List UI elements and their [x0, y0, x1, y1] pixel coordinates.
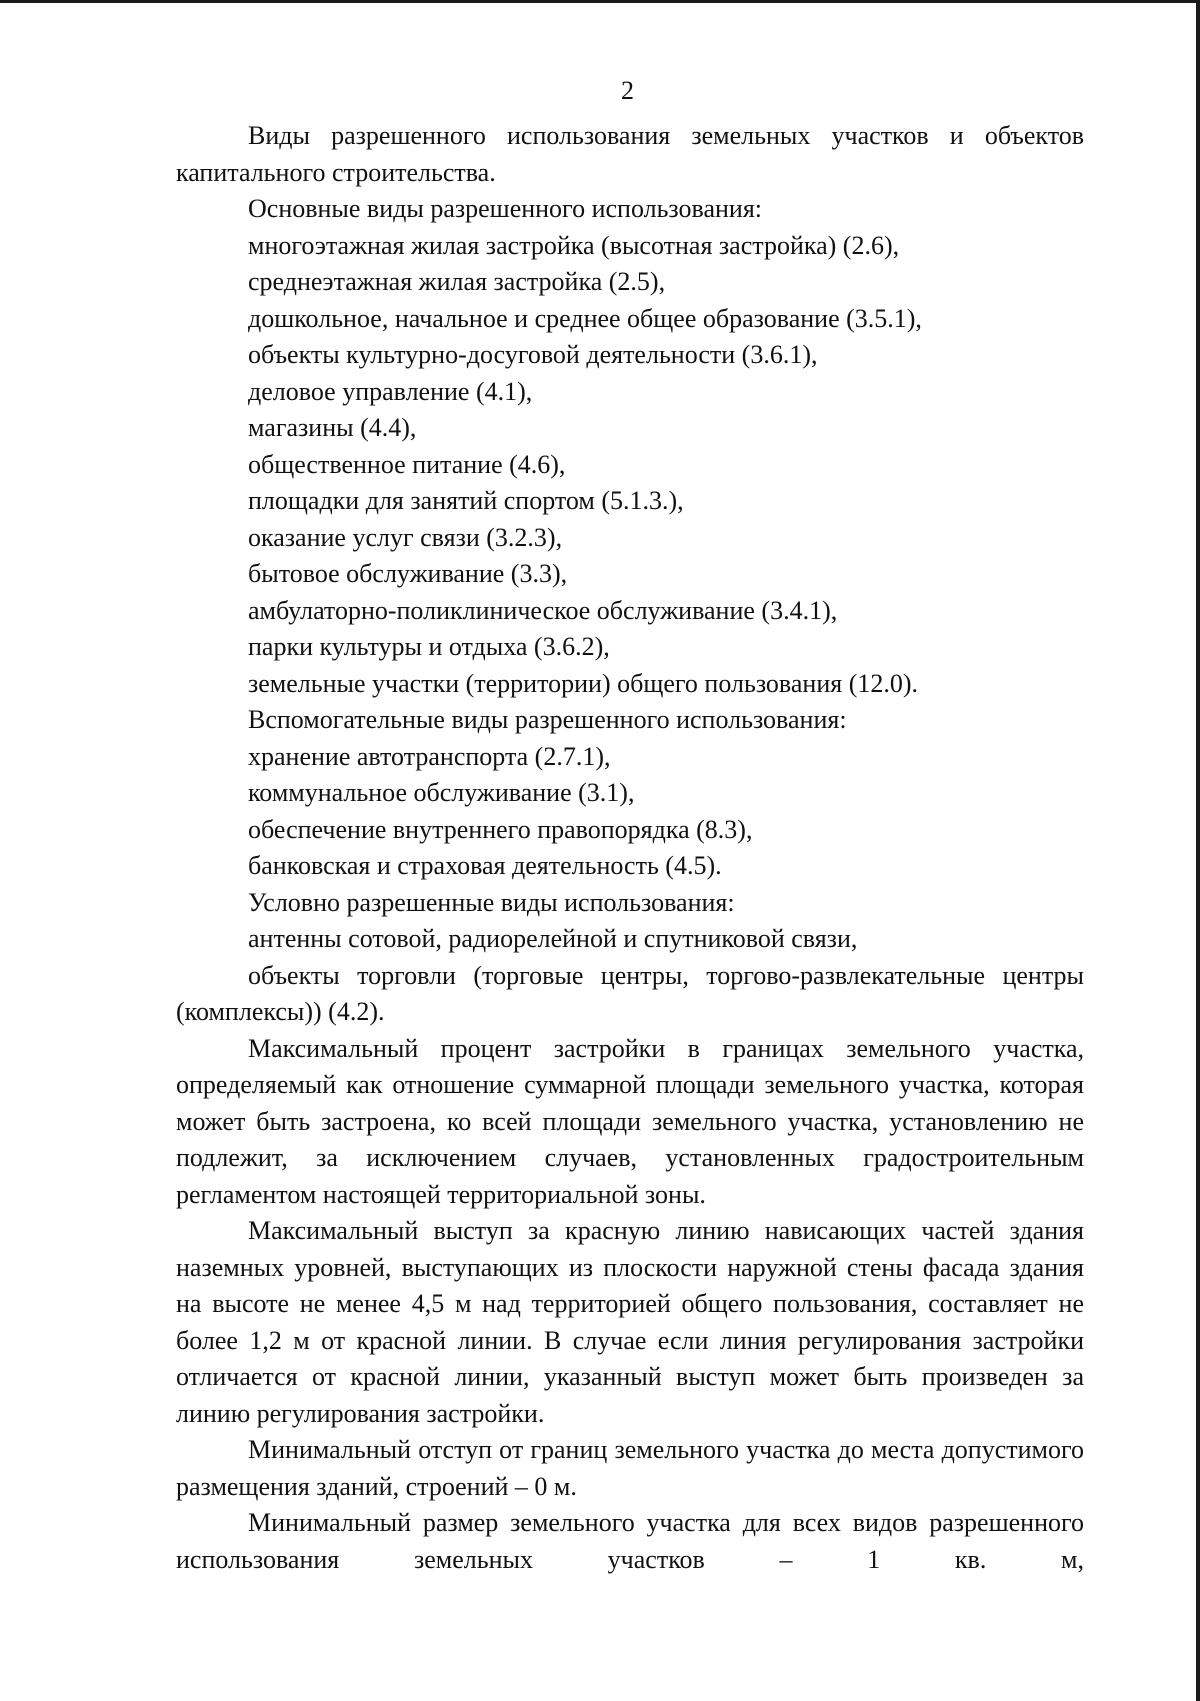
list-item: многоэтажная жилая застройка (высотная застройка) (2.6),: [248, 230, 900, 260]
scan-edge-right: [1196, 0, 1200, 1701]
auxiliary-uses-list: [176, 739, 1084, 885]
conditional-uses-list: [176, 921, 1084, 1031]
list-item: деловое управление (4.1),: [248, 376, 533, 406]
list-item: банковская и страховая деятельность (4.5).: [248, 851, 722, 880]
list-item: объекты торговли (торговые центры, торгово-развлекательные центры (комплексы)) (4.2).: [176, 960, 1084, 1026]
list-item: объекты культурно-досуговой деятельности (3.6.1),: [248, 340, 818, 369]
auxiliary-uses-heading: Вспомогательные виды разрешенного использования:: [248, 705, 847, 734]
main-uses-heading: Основные виды разрешенного использования:: [248, 194, 763, 223]
scan-edge-top: [0, 0, 1200, 3]
intro-paragraph: Виды разрешенного использования земельных участков и объектов капитального строительства.: [176, 121, 1084, 187]
list-item: дошкольное, начальное и среднее общее образование (3.5.1),: [248, 303, 922, 333]
list-item: амбулаторно-поликлиническое обслуживание (3.4.1),: [248, 595, 838, 625]
list-item: среднеэтажная жилая застройка (2.5),: [248, 267, 666, 296]
main-uses-list: [176, 228, 1084, 703]
list-item: магазины (4.4),: [248, 413, 417, 442]
document-body: [176, 118, 1084, 1578]
list-item: антенны сотовой, радиорелейной и спутниковой связи,: [248, 924, 858, 953]
list-item: общественное питание (4.6),: [248, 449, 566, 479]
min-plot-size-paragraph: Минимальный размер земельного участка для всех видов разрешенного использования земельных участков – 1 кв. м,: [176, 1508, 1084, 1574]
min-setback-paragraph: Минимальный отступ от границ земельного участка до места допустимого размещения зданий, строений – 0 м.: [176, 1435, 1084, 1501]
conditional-uses-heading: Условно разрешенные виды использования:: [248, 887, 735, 917]
list-item: парки культуры и отдыха (3.6.2),: [248, 632, 610, 661]
list-item: хранение автотранспорта (2.7.1),: [248, 741, 611, 771]
list-item: площадки для занятий спортом (5.1.3.),: [248, 486, 684, 515]
list-item: оказание услуг связи (3.2.3),: [248, 522, 563, 552]
list-item: коммунальное обслуживание (3.1),: [248, 778, 635, 807]
max-projection-paragraph: Максимальный выступ за красную линию нависающих частей здания наземных уровней, выступающих из плоскости наружной стены фасада здания на высоте не менее 4,5 м над территорией общего пользования, составляет не более 1,2 м от красной линии. В случае если линия регулирования застройки отличается от красной линии, указанный выступ может быть произведен за линию регулирования застройки.: [176, 1216, 1084, 1428]
list-item: бытовое обслуживание (3.3),: [248, 559, 568, 588]
page-number: 2: [621, 76, 634, 105]
list-item: обеспечение внутреннего правопорядка (8.3),: [248, 814, 753, 844]
max-building-percent-paragraph: Максимальный процент застройки в границах земельного участка, определяемый как отношение суммарной площади земельного участка, которая может быть застроена, ко всей площади земельного участка, установлению не подлежит, за исключением случаев, установленных градостроительным регламентом настоящей территориальной зоны.: [176, 1033, 1084, 1209]
list-item: земельные участки (территории) общего пользования (12.0).: [248, 668, 919, 698]
